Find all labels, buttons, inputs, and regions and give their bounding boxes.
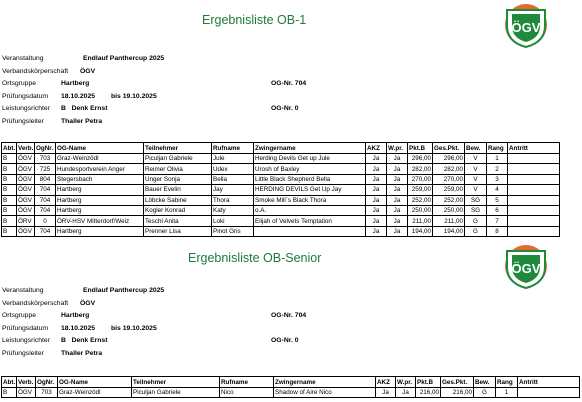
table-cell: B [2,185,17,195]
column-header: Rufname [212,143,254,154]
column-header: Verb. [18,144,34,152]
table-row [2,388,580,398]
table-header-row [2,143,560,154]
table-cell: Bella [212,174,254,184]
table-cell: 250,00 [433,205,465,215]
table-cell: Katy [212,205,254,215]
table-cell: Piculjan Gabriele [132,388,220,398]
label-richter: Leistungsrichter [2,105,50,113]
table-cell [508,185,560,195]
label-richter: Leistungsrichter [2,337,50,345]
column-header: Antritt [508,143,560,154]
table-cell: SG [465,195,487,205]
table-cell: Unger Sonja [144,174,212,184]
table-cell [508,205,560,215]
value-ortsgruppe: Hartberg [61,80,90,88]
table-cell: 6 [487,205,508,215]
table-row [2,195,560,205]
table-cell: Ja [366,164,387,174]
table-cell: Hartberg [56,226,144,236]
column-header: W.pr. [396,377,416,388]
table-cell: 1 [487,154,508,164]
table-cell: 282,00 [408,164,433,174]
value-veranstaltung: Endlauf Panthercup 2025 [83,55,165,62]
table-cell: Shadow of Aire Nico [274,388,376,398]
table-cell: 270,00 [433,174,465,184]
table-header-row [2,377,580,388]
table-cell: 703 [35,154,56,164]
label-veranstaltung: Veranstaltung [2,55,44,62]
table-cell: 4 [487,185,508,195]
table-cell: Urosh of Baxley [254,164,366,174]
table-cell: 211,00 [408,216,433,226]
column-header: W.pr. [387,143,408,154]
table-cell: 259,00 [433,185,465,195]
table-cell: Kogler Konrad [144,205,212,215]
svg-text:ÖGV: ÖGV [511,20,541,35]
column-header: Bew. [474,377,496,388]
table-cell: B [2,174,17,184]
table-cell [508,226,560,236]
table-cell: ÖGV [17,205,35,215]
table-cell: Ja [366,226,387,236]
table-cell: 296,00 [408,154,433,164]
table-cell: 725 [35,164,56,174]
table-cell: HERDING DEVILS Get Up Jay [254,185,366,195]
ogv-logo-icon [503,243,549,289]
table-cell: B [2,195,17,205]
table-cell: 252,00 [408,195,433,205]
value-datum-from: 18.10.2025 [61,324,96,332]
value-verband: ÖGV [80,299,96,307]
column-header: Rang [496,377,518,388]
table-cell: V [465,154,487,164]
column-header: Ges.Pkt. [441,377,474,388]
label-ortsgruppe: Ortsgruppe [2,80,37,88]
table-cell: Ja [376,388,396,398]
table-cell: 216,00 [441,388,474,398]
table-row [2,216,560,226]
table-cell: ÖGV [17,226,35,236]
table-cell: 704 [35,185,56,195]
column-header: Rufname [220,377,274,388]
value-og-nr: OG-Nr. 704 [271,80,307,88]
table-cell: Ja [366,174,387,184]
value-og-nr: OG-Nr. 704 [271,312,307,320]
table-row [2,205,560,215]
table-cell: Ja [387,164,408,174]
table-cell: B [2,388,17,398]
table-cell: Stegersbach [56,174,144,184]
table-cell: Hartberg [56,205,144,215]
table-cell: 194,00 [433,226,465,236]
value-richter: B Denk Ernst [61,337,108,345]
value-leiter: Thaller Petra [61,349,103,357]
table-cell: Ja [366,185,387,195]
table-row [2,154,560,164]
label-verband: Verbandskörperschaft [2,67,69,75]
table-cell: 8 [487,226,508,236]
table-cell: B [2,226,17,236]
table-row [2,174,560,184]
table-cell: B [2,216,17,226]
table-cell: 1 [496,388,518,398]
table-row [2,164,560,174]
table-cell: Nico [220,388,274,398]
table-cell: ÖRV [17,216,35,226]
table-cell: Ja [387,216,408,226]
value-verband: ÖGV [80,67,96,75]
table-cell: 259,00 [408,185,433,195]
table-cell: Hundesportverein Anger [56,164,144,174]
column-header: Zwingername [254,143,366,154]
value-veranstaltung: Endlauf Panthercup 2025 [83,287,165,294]
table-row [2,185,560,195]
table-cell: Herding Devils Get up Jule [254,154,366,164]
table-cell: B [2,164,17,174]
table-cell: Thora [212,195,254,205]
section-title: Ergebnisliste OB-Senior [188,251,322,265]
table-cell: 252,00 [433,195,465,205]
table-cell: V [465,185,487,195]
column-header: OG-Name [56,143,144,154]
table-cell: 270,00 [408,174,433,184]
table-cell: G [465,216,487,226]
table-cell [508,164,560,174]
table-cell: V [465,164,487,174]
table-cell: Piculjan Gabriele [144,154,212,164]
table-cell: G [474,388,496,398]
table-cell: Ja [387,185,408,195]
label-leiter: Prüfungsleiter [2,349,44,357]
table-cell: Jay [212,185,254,195]
table-cell: 296,00 [433,154,465,164]
table-cell [508,195,560,205]
column-header: OgNr. [35,143,56,154]
table-cell: 250,00 [408,205,433,215]
column-header: OgNr. [36,377,58,388]
table-cell: ÖGV [17,195,35,205]
table-cell: 2 [487,164,508,174]
label-leiter: Prüfungsleiter [2,117,44,125]
table-cell: V [465,174,487,184]
table-cell: ÖRV-HSV Mitterdorf/Weiz [56,216,144,226]
column-header: Abt. [3,144,16,152]
results-table [1,376,580,398]
label-datum: Prüfungsdatum [2,92,49,100]
column-header: Pkt.B [408,143,433,154]
table-cell: Graz-Weinzödl [58,388,132,398]
table-cell [254,226,366,236]
table-cell: Hartberg [56,185,144,195]
table-cell: 703 [36,388,58,398]
table-cell: 5 [487,195,508,205]
table-cell: Ja [387,174,408,184]
table-cell: 216,00 [416,388,441,398]
table-cell: Teschl Anita [144,216,212,226]
label-veranstaltung: Veranstaltung [2,287,44,294]
table-cell: ÖGV [17,174,35,184]
table-cell: Udex [212,164,254,174]
table-cell: 804 [35,174,56,184]
table-cell: ÖGV [17,185,35,195]
value-ortsgruppe: Hartberg [61,312,90,320]
column-header: Ges.Pkt. [433,143,465,154]
value-datum-to: bis 19.10.2025 [111,92,157,100]
table-cell [508,154,560,164]
table-cell: 0 [35,216,56,226]
column-header: Teilnehmer [144,143,212,154]
value-richter-og: OG-Nr. 0 [271,337,299,345]
table-cell: Ja [387,226,408,236]
table-cell: SG [465,205,487,215]
value-datum-to: bis 19.10.2025 [111,324,157,332]
table-cell: 704 [35,195,56,205]
table-cell: Bauer Evelin [144,185,212,195]
table-cell [508,216,560,226]
table-cell: 3 [487,174,508,184]
table-cell: Hartberg [56,195,144,205]
table-cell: 704 [35,205,56,215]
table-cell: Ja [387,195,408,205]
table-cell: ÖGV [17,164,35,174]
column-header: OG-Name [58,377,132,388]
table-cell: o.A. [254,205,366,215]
column-header: Bew. [465,143,487,154]
label-datum: Prüfungsdatum [2,324,49,332]
table-cell: Ja [366,205,387,215]
table-cell: Ja [366,195,387,205]
results-table [1,142,560,237]
table-cell: 211,00 [433,216,465,226]
table-cell: ÖGV [17,154,35,164]
table-cell: Ja [387,154,408,164]
value-datum-from: 18.10.2025 [61,92,96,100]
table-cell: Ja [387,205,408,215]
table-cell: 7 [487,216,508,226]
svg-text:ÖGV: ÖGV [511,261,541,276]
table-cell: Ja [396,388,416,398]
table-cell: B [2,205,17,215]
table-cell: Graz-Weinzödl [56,154,144,164]
table-cell: 704 [35,226,56,236]
column-header: Zwingername [274,377,376,388]
label-ortsgruppe: Ortsgruppe [2,312,37,320]
value-richter-og: OG-Nr. 0 [271,105,299,113]
table-cell: Pinot Gris [212,226,254,236]
table-cell: Ja [366,216,387,226]
column-header: Antritt [518,377,580,388]
table-cell: Jule [212,154,254,164]
ogv-logo-icon [503,2,549,48]
column-header: Pkt.B [416,377,441,388]
table-cell: ÖGV [17,388,36,398]
table-cell: Reimer Olivia [144,164,212,174]
column-header: AKZ [366,143,387,154]
table-cell: Smoke Mill´s Black Thora [254,195,366,205]
table-cell: Little Black Shepherd Bella [254,174,366,184]
table-cell: B [2,154,17,164]
table-cell [508,174,560,184]
column-header: Abt. [3,378,16,386]
column-header: AKZ [376,377,396,388]
table-cell: Loki [212,216,254,226]
value-richter: B Denk Ernst [61,105,108,113]
column-header: Rang [487,143,508,154]
value-leiter: Thaller Petra [61,117,103,125]
table-cell: Prenner Lisa [144,226,212,236]
section-title: Ergebnisliste OB-1 [202,13,307,27]
table-cell: Elijah of Velvets Temptation [254,216,366,226]
table-cell [518,388,580,398]
table-row [2,226,560,236]
table-cell: G [465,226,487,236]
table-cell: Ja [366,154,387,164]
table-cell: 194,00 [408,226,433,236]
column-header: Teilnehmer [132,377,220,388]
table-cell: Löbcke Sabine [144,195,212,205]
label-verband: Verbandskörperschaft [2,299,69,307]
table-cell: 282,00 [433,164,465,174]
column-header: Verb. [17,377,36,388]
